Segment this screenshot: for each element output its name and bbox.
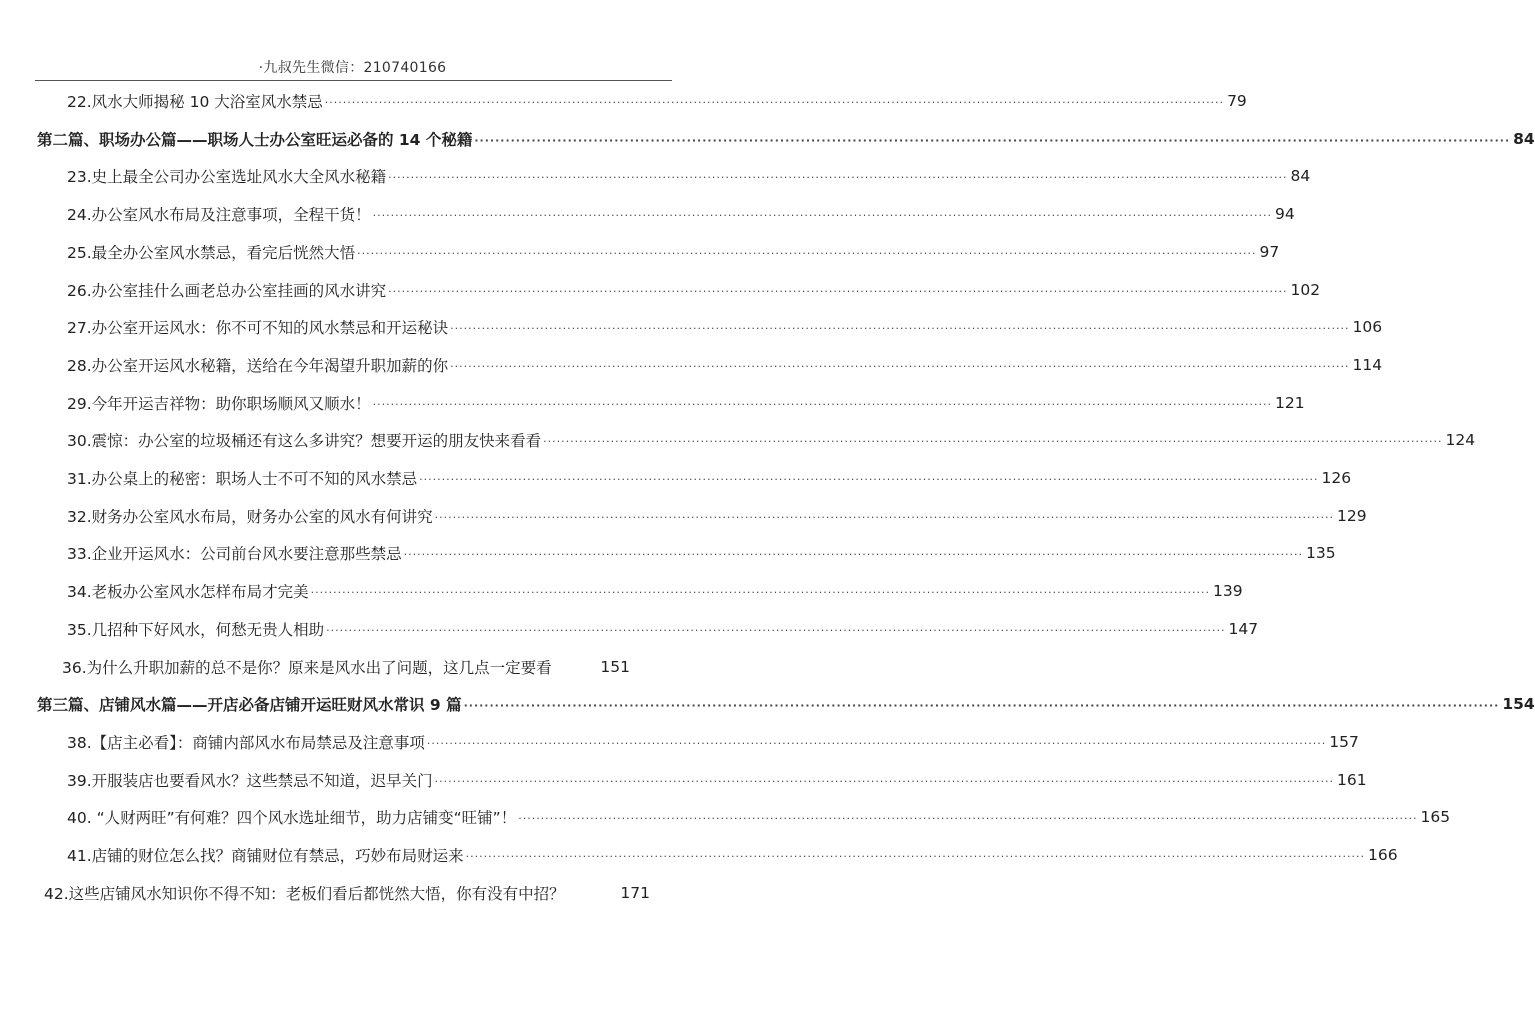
- toc-page-number: 114: [1352, 356, 1383, 374]
- toc-entry: [67, 539, 1336, 567]
- toc-title: 25.最全办公室风水禁忌，看完后恍然大悟: [67, 244, 356, 262]
- toc-page-number: 97: [1259, 243, 1280, 261]
- toc-entry: [44, 879, 650, 907]
- toc-section-heading: [37, 690, 1535, 718]
- dot-leader: ········································································································································································································: [543, 434, 1443, 448]
- toc-page-number: 139: [1212, 582, 1243, 600]
- header-divider: [35, 80, 672, 81]
- toc-entry: [67, 728, 1359, 756]
- dot-leader: ········································································································································································································: [403, 547, 1303, 561]
- toc-title: 34.老板办公室风水怎样布局才完美: [67, 583, 309, 601]
- toc-title: 26.办公室挂什么画老总办公室挂画的风水讲究: [67, 282, 387, 300]
- toc-entry: [67, 276, 1321, 304]
- toc-title: 31.办公桌上的秘密：职场人士不可不知的风水禁忌: [67, 470, 418, 488]
- dot-leader: ········································································································································································································: [465, 849, 1365, 863]
- toc-entry: [67, 87, 1247, 115]
- toc-title: 33.企业开运风水：公司前台风水要注意那些禁忌: [67, 545, 402, 563]
- toc-title: 29.今年开运吉祥物：助你职场顺风又顺水！: [67, 395, 371, 413]
- dot-leader: ········································································································································································································: [372, 397, 1272, 411]
- toc-entry: [62, 653, 630, 681]
- dot-leader: ········································································································································································································: [450, 359, 1350, 373]
- toc-page-number: 121: [1274, 394, 1305, 412]
- toc-entry: [67, 351, 1383, 379]
- toc-entry: [67, 615, 1259, 643]
- toc-page-number: 106: [1352, 318, 1383, 336]
- toc-page-number: 79: [1227, 92, 1247, 110]
- toc-title: 41.店铺的财位怎么找？商铺财位有禁忌，巧妙布局财运来: [67, 847, 464, 865]
- toc-page-number: 171: [620, 884, 650, 902]
- toc-entry: [67, 238, 1280, 266]
- toc-page-number: 165: [1420, 808, 1451, 826]
- toc-entry: [67, 803, 1451, 831]
- dot-leader: ········································································································································································································: [419, 472, 1319, 486]
- toc-title: 27.办公室开运风水：你不可不知的风水禁忌和开运秘诀: [67, 319, 449, 337]
- toc-page-number: 157: [1329, 733, 1359, 751]
- toc-page-number: 154: [1502, 695, 1535, 713]
- toc-entry: [67, 502, 1367, 530]
- toc-entry: [67, 577, 1243, 605]
- dot-leader: ········································································································································································································: [474, 133, 1511, 147]
- dot-leader: ········································································································································································································: [426, 736, 1327, 750]
- toc-title: 42.这些店铺风水知识你不得不知：老板们看后都恍然大悟，你有没有中招？: [44, 885, 565, 903]
- toc-title: 第二篇、职场办公篇——职场人士办公室旺运必备的 14 个秘籍: [37, 131, 473, 149]
- toc-title: 30.震惊：办公室的垃圾桶还有这么多讲究？想要开运的朋友快来看看: [67, 432, 542, 450]
- dot-leader: ········································································································································································································: [310, 585, 1210, 599]
- toc-entry: [67, 464, 1352, 492]
- dot-leader: ········································································································································································································: [326, 623, 1226, 637]
- toc-title: 39.开服装店也要看风水？这些禁忌不知道，迟早关门: [67, 772, 433, 790]
- toc-title: 第三篇、店铺风水篇——开店必备店铺开运旺财风水常识 9 篇: [37, 696, 462, 714]
- toc-section-heading: [37, 125, 1535, 153]
- toc-entry: [67, 200, 1295, 228]
- toc-title: 32.财务办公室风水布局，财务办公室的风水有何讲究: [67, 508, 433, 526]
- toc-page-number: 102: [1290, 281, 1321, 299]
- toc-page-number: 147: [1228, 620, 1259, 638]
- dot-leader: ········································································································································································································: [372, 208, 1272, 222]
- toc-page-number: 151: [600, 658, 630, 676]
- toc-page-number: 124: [1445, 431, 1476, 449]
- toc-entry: [67, 841, 1398, 869]
- toc-entry: [67, 426, 1476, 454]
- dot-leader: ········································································································································································································: [434, 510, 1334, 524]
- toc-page-number: 161: [1336, 771, 1367, 789]
- dot-leader: ········································································································································································································: [434, 774, 1334, 788]
- toc-page-number: 94: [1274, 205, 1295, 223]
- toc-entry: [67, 389, 1305, 417]
- toc-page-number: 126: [1321, 469, 1352, 487]
- toc-page-number: 129: [1336, 507, 1367, 525]
- toc-entry: [67, 313, 1383, 341]
- toc-title: 22.风水大师揭秘 10 大浴室风水禁忌: [67, 93, 323, 111]
- toc-page-number: 84: [1513, 130, 1535, 148]
- toc-title: 36.为什么升职加薪的总不是你？原来是风水出了问题，这几点一定要看: [62, 659, 552, 677]
- toc-title: 24.办公室风水布局及注意事项，全程干货！: [67, 206, 371, 224]
- dot-leader: ········································································································································································································: [463, 698, 1500, 712]
- toc-entry: [67, 162, 1311, 190]
- dot-leader: ········································································································································································································: [388, 170, 1288, 184]
- toc-title: 40. “人财两旺”有何难？四个风水选址细节，助力店铺变“旺铺”！: [67, 809, 517, 827]
- toc-title: 38.【店主必看】：商铺内部风水布局禁忌及注意事项: [67, 734, 425, 752]
- dot-leader: ········································································································································································································: [357, 246, 1257, 260]
- toc-entry: [67, 766, 1367, 794]
- toc-page-number: 135: [1305, 544, 1336, 562]
- toc-title: 28.办公室开运风水秘籍，送给在今年渴望升职加薪的你: [67, 357, 449, 375]
- toc-page-number: 84: [1290, 167, 1311, 185]
- toc-title: 35.几招种下好风水，何愁无贵人相助: [67, 621, 325, 639]
- page-header: ·九叔先生微信：210740166: [258, 60, 447, 76]
- dot-leader: ········································································································································································································: [324, 95, 1225, 109]
- toc-page-number: 166: [1367, 846, 1398, 864]
- dot-leader: ········································································································································································································: [518, 811, 1418, 825]
- dot-leader: ········································································································································································································: [388, 284, 1288, 298]
- toc-title: 23.史上最全公司办公室选址风水大全风水秘籍: [67, 168, 387, 186]
- dot-leader: ········································································································································································································: [450, 321, 1350, 335]
